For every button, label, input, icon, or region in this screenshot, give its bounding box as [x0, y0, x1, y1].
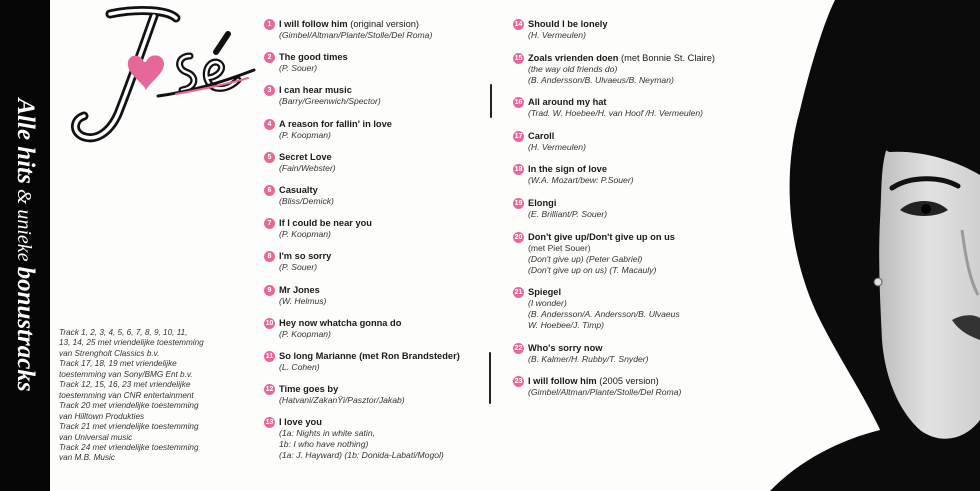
track-item	[514, 96, 764, 119]
track-title-line	[279, 350, 485, 362]
track-item	[265, 217, 485, 240]
track-title-line	[528, 197, 764, 209]
track-item	[265, 118, 485, 141]
track-title: I will follow him	[528, 376, 597, 387]
track-title-line	[528, 52, 764, 64]
track-credit: (Gimbel/Altman/Plante/Stolle/Del Roma)	[528, 387, 682, 398]
credit-line: van Hilltown Produkties	[59, 411, 145, 421]
track-title: Elongi	[528, 197, 557, 208]
portrait-photo	[740, 0, 980, 491]
track-title: Who's sorry now	[528, 342, 603, 353]
track-note: (original version)	[347, 19, 420, 29]
track-title-line	[279, 383, 485, 395]
track-number-badge: 9	[264, 285, 275, 296]
track-item	[265, 184, 485, 207]
track-credit: (P. Koopman)	[279, 129, 331, 140]
track-item	[265, 317, 485, 340]
track-credit: (W. Helmus)	[279, 295, 327, 306]
track-number-badge: 11	[265, 352, 274, 360]
track-title-line	[279, 317, 485, 329]
track-number-badge: 5	[264, 152, 275, 163]
track-title-line	[528, 163, 764, 175]
track-item	[514, 342, 764, 365]
track-credit: (P. Koopman)	[279, 229, 331, 240]
track-title-line	[528, 342, 764, 354]
track-credit: (B. Andersson/B. Ulvaeus/B. Neyman)	[528, 74, 674, 85]
track-item	[265, 250, 485, 273]
track-title-line	[279, 118, 485, 130]
track-credit: (1a: Nights in white satin,	[279, 428, 376, 439]
credit-line: van M.B. Music	[59, 453, 115, 463]
spine-title-part1: Alle hits	[12, 98, 39, 184]
track-title: If I could be near you	[279, 218, 372, 229]
track-number-badge: 8	[264, 251, 275, 262]
track-item	[265, 84, 485, 107]
track-credit: W. Hoebee/J. Timp)	[528, 320, 605, 331]
track-title-line	[279, 184, 485, 196]
track-number-badge: 15	[514, 54, 523, 62]
track-item	[265, 51, 485, 74]
track-credit: (Bliss/Demick)	[279, 195, 334, 206]
track-credit: (Fain/Webster)	[279, 162, 336, 173]
track-title: A reason for fallin' in love	[279, 118, 392, 129]
track-title: The good times	[279, 52, 348, 63]
track-item	[514, 52, 764, 86]
track-title: Don't give up/Don't give up on us	[528, 231, 675, 242]
credit-line: toestemming van Sony/BMG Ent b.v.	[59, 369, 193, 379]
credit-line: Track 1, 2, 3, 4, 5, 6, 7, 8, 9, 10, 11,	[59, 328, 188, 337]
track-credit: (the way old friends do)	[528, 63, 618, 74]
spine-band	[0, 0, 50, 491]
tracklist-column-2	[514, 18, 764, 409]
track-credit: (L. Cohen)	[279, 361, 320, 372]
track-credit: (P. Koopman)	[279, 328, 331, 339]
track-note: (2005 version)	[596, 376, 659, 387]
track-credit: 1b: I who have nothing)	[279, 439, 369, 450]
track-item	[265, 416, 485, 461]
track-number-badge: 12	[265, 386, 274, 394]
track-number-badge: 10	[265, 319, 274, 327]
track-number-badge: 3	[264, 85, 275, 96]
credit-line: Track 21 met vriendelijke toestemming	[59, 422, 199, 432]
credit-line: Track 24 met vriendelijke toestemming	[59, 442, 199, 452]
track-number-badge: 1	[264, 19, 275, 30]
track-featuring: (met Piet Souer)	[528, 242, 591, 253]
track-item	[265, 350, 485, 373]
track-item	[265, 18, 485, 41]
track-number-badge: 4	[264, 119, 275, 130]
jose-logo	[58, 4, 258, 154]
track-item	[514, 197, 764, 220]
fold-mark	[489, 352, 491, 404]
tracklist-column-1	[265, 18, 485, 471]
track-title: Zoals vrienden doen	[528, 52, 619, 63]
track-number-badge: 14	[514, 21, 523, 28]
track-number-badge: 18	[514, 166, 523, 174]
track-title: Spiegel	[528, 287, 562, 298]
track-title-line	[528, 96, 764, 108]
track-credit: (Don't give up) (Peter Gabriel)	[528, 253, 643, 264]
track-credit: (Trad. W. Hoebee/H. van Hoof /H. Vermeulen)	[528, 108, 703, 119]
track-title: Caroll	[528, 130, 555, 141]
track-title-line	[528, 375, 764, 387]
track-number-badge: 20	[514, 233, 523, 241]
track-item	[514, 231, 764, 276]
track-number-badge: 22	[514, 344, 523, 352]
track-title: All around my hat	[528, 97, 607, 108]
credit-line: Track 12, 15, 16, 23 met vriendelijke	[59, 380, 191, 390]
track-title-line	[528, 18, 764, 30]
track-title-line	[279, 217, 485, 229]
fold-mark	[490, 84, 492, 118]
track-title: I will follow him	[279, 19, 348, 29]
rights-credits	[59, 328, 239, 464]
track-number-badge: 17	[514, 132, 523, 140]
track-number-badge: 23	[514, 378, 523, 386]
track-item	[265, 383, 485, 406]
spine-title-part3: bonustracks	[12, 266, 39, 392]
spine-title-part2: & unieke	[13, 183, 35, 267]
track-number-badge: 19	[514, 199, 523, 207]
track-title-line	[528, 286, 764, 298]
track-credit: (B. Kalmer/H. Rubby/T. Snyder)	[528, 353, 649, 364]
track-number-badge: 6	[264, 185, 275, 196]
track-credit: (B. Andersson/A. Andersson/B. Ulvaeus	[528, 309, 680, 320]
credit-line: Track 17, 18, 19 met vriendelijke	[59, 359, 177, 369]
spine-title	[11, 98, 39, 391]
track-credit: (P. Souer)	[279, 63, 318, 74]
track-credit: (Don't give up on us) (T. Macauly)	[528, 264, 657, 275]
track-title: Mr Jones	[279, 284, 320, 295]
credit-line: van Universal music	[59, 432, 133, 442]
track-title: Time goes by	[279, 384, 339, 395]
track-title-line	[279, 416, 485, 428]
track-item	[265, 284, 485, 307]
track-number-badge: 13	[265, 419, 274, 427]
track-credit: (H. Vermeulen)	[528, 30, 586, 40]
track-number-badge: 7	[264, 218, 275, 229]
track-title: I can hear music	[279, 85, 352, 96]
track-note: (met Bonnie St. Claire)	[618, 52, 716, 63]
track-credit: (P. Souer)	[279, 262, 318, 273]
track-title: In the sign of love	[528, 164, 608, 175]
track-number-badge: 2	[264, 52, 275, 63]
track-title-line	[528, 231, 764, 243]
track-title: I'm so sorry	[279, 251, 332, 262]
track-title-line	[279, 84, 485, 96]
track-item	[514, 130, 764, 153]
track-credit: (H. Vermeulen)	[528, 141, 586, 152]
track-title-line	[279, 18, 485, 30]
track-item	[514, 286, 764, 331]
track-title: Casualty	[279, 184, 318, 195]
track-credit: (W.A. Mozart/bew: P.Souer)	[528, 175, 634, 186]
track-title: Hey now whatcha gonna do	[279, 317, 402, 328]
track-credit: (E. Brilliant/P. Souer)	[528, 208, 608, 219]
track-credit: (1a: J. Hayward) (1b: Donida-Labati/Mogol)	[279, 450, 444, 461]
track-item	[514, 18, 764, 41]
track-title-line	[528, 130, 764, 142]
track-number-badge: 16	[514, 99, 523, 107]
track-title: So long Marianne (met Ron Brandsteder)	[279, 350, 460, 361]
credit-line: 13, 14, 25 met vriendelijke toestemming	[59, 338, 204, 348]
track-title-line	[279, 151, 485, 163]
track-title-line	[279, 51, 485, 63]
credit-line: toestemming van CNR entertainment	[59, 390, 194, 400]
track-item	[514, 375, 764, 398]
track-credit: (Barry/Greenwich/Spector)	[279, 96, 381, 107]
track-item	[265, 151, 485, 174]
credit-line: Track 20 met vriendelijke toestemming	[59, 401, 199, 411]
track-title: Should I be lonely	[528, 19, 608, 29]
track-title: Secret Love	[279, 151, 332, 162]
track-title-line	[279, 250, 485, 262]
track-credit: (I wonder)	[528, 298, 567, 309]
track-item	[514, 163, 764, 186]
credit-line: van Strengholt Classics b.v.	[59, 348, 160, 358]
track-title: I love you	[279, 417, 322, 428]
track-number-badge: 21	[514, 289, 523, 297]
track-title-line	[279, 284, 485, 296]
track-credit: (Hatvani/ZakanŸi/Pasztor/Jakab)	[279, 395, 405, 406]
track-credit: (Gimbel/Altman/Plante/Stolle/Del Roma)	[279, 30, 433, 40]
